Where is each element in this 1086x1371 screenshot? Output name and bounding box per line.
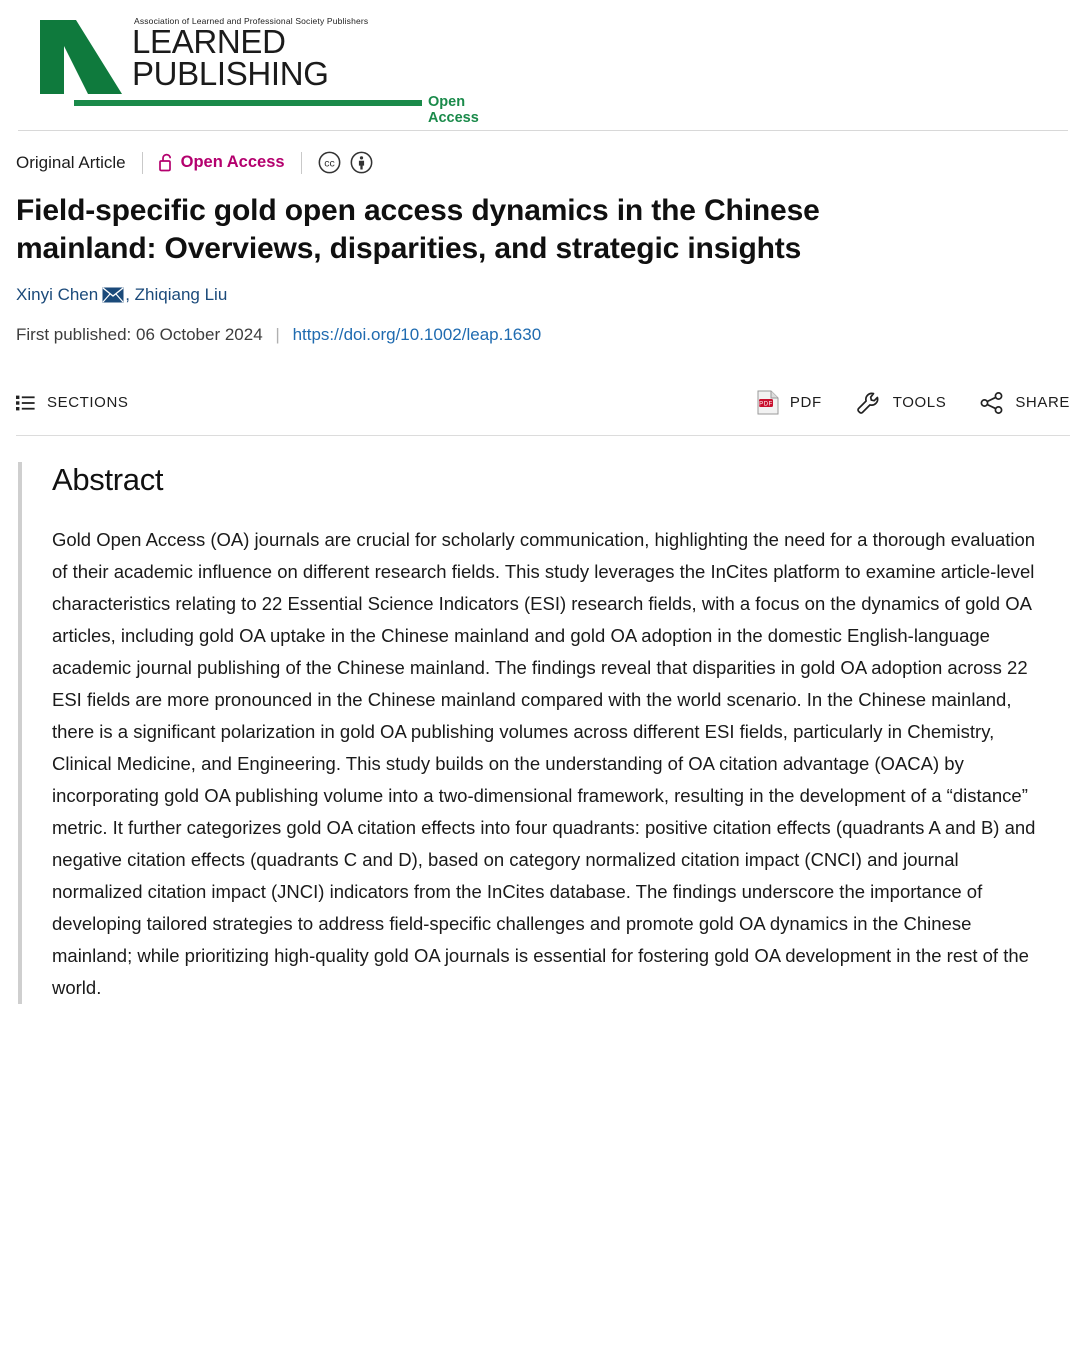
page-title: Field-specific gold open access dynamics in the Chinese mainland: Overviews, disparities, and strategic insights (16, 194, 820, 266)
svg-text:cc: cc (323, 157, 335, 170)
sections-label: SECTIONS (47, 394, 129, 412)
journal-publisher-line: Association of Learned and Professional Society Publishers (134, 16, 369, 26)
journal-title-line2: PUBLISHING (132, 55, 329, 93)
article-toolbar (16, 381, 1070, 425)
open-lock-icon (159, 153, 174, 172)
tools-button[interactable] (856, 391, 947, 415)
svg-text:PDF: PDF (759, 401, 773, 408)
open-access-badge[interactable] (159, 153, 285, 172)
first-published-label: First published: (16, 324, 132, 344)
meta-divider-2 (301, 152, 302, 174)
alpsp-logo-icon (38, 18, 124, 96)
article-meta-row (0, 131, 1086, 174)
author-separator: , (125, 284, 135, 304)
journal-logo[interactable] (38, 14, 498, 126)
abstract-section (18, 462, 1070, 1004)
published-divider: | (275, 324, 280, 344)
sections-list-icon (16, 395, 35, 411)
open-access-label: Open Access (180, 153, 285, 171)
share-icon (980, 392, 1004, 414)
pdf-label: PDF (789, 394, 822, 412)
toolbar-actions (757, 390, 1070, 415)
doi-link[interactable]: https://doi.org/10.1002/leap.1630 (292, 324, 542, 344)
license-icons[interactable] (318, 151, 373, 174)
publication-info (16, 325, 1070, 345)
corresponding-author-envelope-icon[interactable] (102, 287, 124, 303)
toolbar-divider (16, 435, 1070, 436)
article-type-label: Original Article (16, 152, 126, 172)
journal-masthead (0, 0, 1086, 126)
cc-icon (318, 151, 341, 174)
author-list (16, 285, 1070, 305)
author-link-2[interactable]: Zhiqiang Liu (134, 284, 228, 304)
author-link-1[interactable]: Xinyi Chen (16, 284, 99, 304)
tools-label: TOOLS (892, 394, 947, 412)
first-published-date: 06 October 2024 (136, 324, 263, 344)
journal-title (132, 23, 329, 93)
pdf-icon (757, 390, 779, 415)
share-label: SHARE (1015, 394, 1070, 412)
journal-open-access-tag: Open Access (428, 94, 479, 126)
share-button[interactable] (980, 392, 1070, 414)
abstract-text: Gold Open Access (OA) journals are crucial for scholarly communication, highlighting the need for a thorough evaluation of their academic influence on different research fields. This study leverages the InCites platform to examine article-level characteristics relating to 22 Essential Science Indicators (ESI) research fields, with a focus on the dynamics of gold OA articles, including gold OA uptake in the Chinese mainland and gold OA adoption in the domestic English-language academic journal publishing of the Chinese mainland. The findings reveal that disparities in gold OA adoption across 22 ESI fields are more pronounced in the Chinese mainland compared with the world scenario. In the Chinese mainland, there is a significant polarization in gold OA publishing volumes across different ESI fields, particularly in Chemistry, Clinical Medicine, and Engineering. This study builds on the understanding of OA citation advantage (OACA) by incorporating gold OA publishing volume into a two-dimensional framework, resulting in the development of a “distance” metric. It further categorizes gold OA citation effects into four quadrants: positive citation effects (quadrants A and B) and negative citation effects (quadrants C and D), based on category normalized citation impact (CNCI) and journal normalized citation impact (JNCI) indicators from the InCites database. The findings underscore the importance of developing tailored strategies to address field-specific challenges and promote gold OA dynamics in the Chinese mainland; while prioritizing high-quality gold OA journals is essential for fostering gold OA development in the rest of the world. (52, 528, 1036, 998)
wrench-icon (856, 391, 882, 415)
meta-divider-1 (142, 152, 143, 174)
cc-by-icon (350, 151, 373, 174)
abstract-heading: Abstract (52, 461, 164, 497)
pdf-button[interactable] (757, 390, 822, 415)
logo-underline (74, 100, 422, 106)
journal-title-line1: LEARNED (132, 23, 286, 60)
sections-button[interactable] (16, 394, 128, 411)
